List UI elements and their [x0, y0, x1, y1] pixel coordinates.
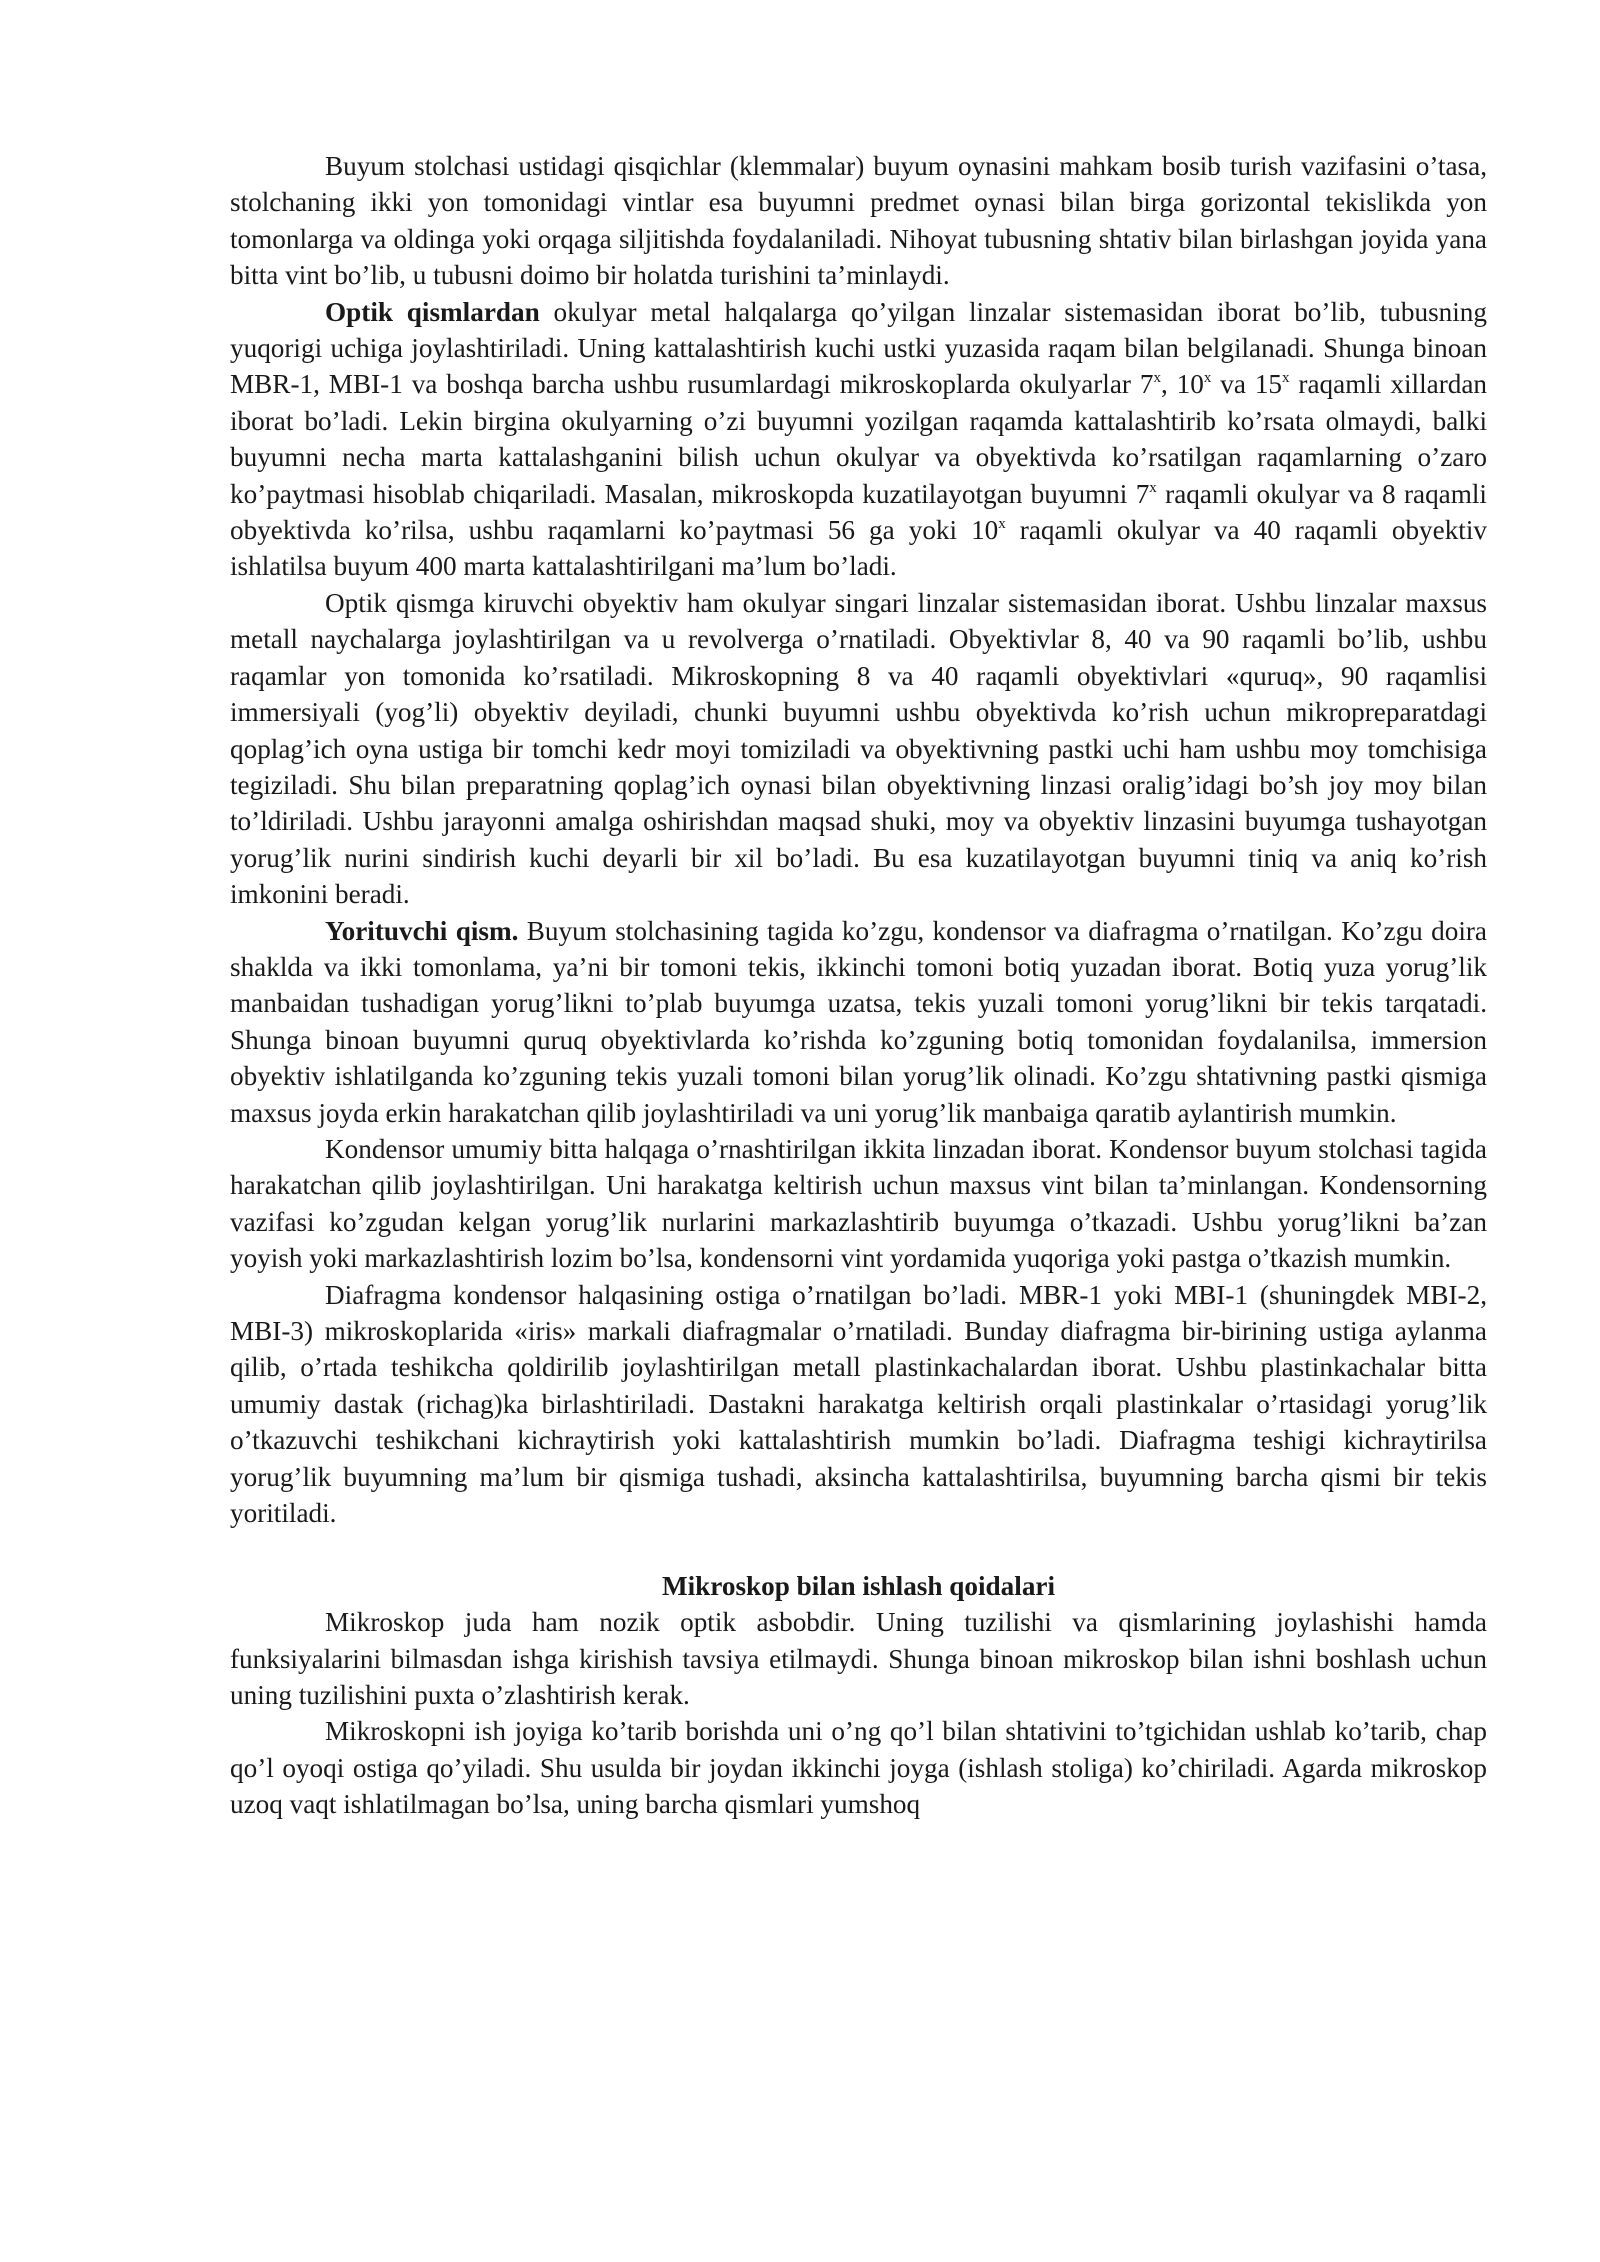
superscript: x — [1153, 370, 1161, 387]
paragraph-text: va 15 — [1211, 369, 1283, 400]
paragraph-stage-clamps: Buyum stolchasi ustidagi qisqichlar (klemmalar) buyum oynasini mahkam bosib turish vazifasini o’tasa, stolchaning ikki yon tomonidagi vintlar esa buyumni predmet oynasi bilan birga gorizontal tekislikda yon tomonlarga va oldinga yoki orqaga siljitishda foydalaniladi. Nihoyat tubusning shtativ bilan birlashgan joyida yana bitta vint bo’lib, u tubusni doimo bir holatda turishini ta’minlaydi. — [230, 151, 1487, 291]
paragraph-microscope-intro: Mikroskop juda ham nozik optik asbobdir. Uning tuzilishi va qismlarining joylashishi hamda funksiyalarini bilmasdan ishga kirishish tavsiya etilmaydi. Shunga binoan mikroskop bilan ishni boshlash uchun uning tuzilishini puxta o’zlashtirish kerak. — [230, 1607, 1487, 1711]
superscript: x — [998, 516, 1006, 533]
section-heading: Mikroskop bilan ishlash qoidalari — [661, 1570, 1056, 1601]
superscript: x — [1282, 370, 1290, 387]
paragraph-carrying-microscope: Mikroskopni ish joyiga ko’tarib borishda uni o’ng qo’l bilan shtativini to’tgichidan ushlab ko’tarib, chap qo’l oyoqi ostiga qo’yiladi. Shu usulda bir joydan ikkinchi joyga (ishlash stoliga) ko’chiriladi. Agarda mikroskop uzoq vaqt ishlatilmagan bo’lsa, uning barcha qismlari yumshoq — [230, 1716, 1487, 1820]
paragraph-illumination — [230, 913, 1487, 1131]
blank-line — [230, 1531, 1487, 1567]
paragraph-diaphragm: Diafragma kondensor halqasining ostiga o’rnatilgan bo’ladi. MBR-1 yoki MBI-1 (shuningdek MBI-2, MBI-3) mikroskoplarida «iris» markali diafragmalar o’rnatiladi. Bunday diafragma bir-birining ustiga aylanma qilib, o’rtada teshikcha qoldirilib joylashtirilgan metall plastinkachalardan iborat. Ushbu plastinkachalar bitta umumiy dastak (richag)ka birlashtiriladi. Dastakni harakatga keltirish orqali plastinkalar o’rtasidagi yorug’lik o’tkazuvchi teshikchani kichraytirish yoki kattalashtirish mumkin bo’ladi. Diafragma teshigi kichraytirilsa yorug’lik buyumning ma’lum bir qismiga tushadi, aksincha kattalashtirilsa, buyumning barcha qismi bir tekis yoritiladi. — [230, 1279, 1487, 1529]
illumination-heading: Yorituvchi qism. — [325, 915, 519, 946]
paragraph-text: Buyum stolchasining tagida ko’zgu, kondensor va diafragma o’rnatilgan. Ko’zgu doira shaklda va ikki tomonlama, ya’ni bir tomoni tekis, ikkinchi tomoni botiq yuzadan iborat. Botiq yuza yorug’lik manbaidan tushadigan yorug’likni to’plab buyumga uzatsa, tekis yuzali tomoni yorug’likni bir tekis tarqatadi. Shunga binoan buyumni quruq obyektivlarda ko’rishda ko’zguning botiq tomonidan foydalanilsa, immersion obyektiv ishlatilganda ko’zguning tekis yuzali tomoni bilan yorug’lik olinadi. Ko’zgu shtativning pastki qismiga maxsus joyda erkin harakatchan qilib joylashtiriladi va uni yorug’lik manbaiga qaratib aylantirish mumkin. — [230, 915, 1487, 1128]
paragraph-text: raqamli okulyar va 8 raqamli obyektivda ko’rilsa, ushbu raqamlarni ko’paytmasi 56 ga yoki 10 — [230, 478, 1487, 546]
superscript: x — [1203, 370, 1212, 387]
paragraph-text: , 10 — [1160, 369, 1204, 400]
paragraph-optical-parts — [230, 294, 1487, 585]
document-page — [230, 148, 1487, 1823]
paragraph-text: okulyar metal halqalarga qo’yilgan linzalar sistemasidan iborat bo’lib, tubusning yuqorigi uchiga joylashtiriladi. Uning kattalashtirish kuchi ustki yuzasida raqam bilan belgilanadi. Shunga binoan MBR-1, MBI-1 va boshqa barcha ushbu rusumlardagi mikroskoplarda okulyarlar 7 — [230, 296, 1487, 400]
superscript: x — [1149, 479, 1157, 496]
paragraph-text: raqamli okulyar va 40 raqamli obyektiv ishlatilsa buyum 400 marta kattalashtirilgani ma’lum bo’ladi. — [230, 515, 1488, 582]
paragraph-objective: Optik qismga kiruvchi obyektiv ham okulyar singari linzalar sistemasidan iborat. Ushbu linzalar maxsus metall naychalarga joylashtirilgan va u revolverga o’rnatiladi. Obyektivlar 8, 40 va 90 raqamli bo’lib, ushbu raqamlar yon tomonida ko’rsatiladi. Mikroskopning 8 va 40 raqamli obyektivlari «quruq», 90 raqamlisi immersiyali (yog’li) obyektiv deyiladi, chunki buyumni ushbu obyektivda ko’rish uchun mikroprераratdagi qoplag’ich oyna ustiga bir tomchi kedr moyi tomiziladi va obyektivning pastki uchi ham ushbu moy tomchisiga tegiziladi. Shu bilan preparatning qoplag’ich oynasi bilan obyektivning linzasi oralig’idagi bo’sh joy moy bilan to’ldiriladi. Ushbu jarayonni amalga oshirishdan maqsad shuki, moy va obyektiv linzasini buyumga tushayotgan yorug’lik nurini sindirish kuchi deyarli bir xil bo’ladi. Bu esa kuzatilayotgan buyumni tiniq va aniq ko’rish imkonini beradi. — [230, 587, 1487, 910]
optical-parts-heading: Optik qismlardan — [325, 296, 540, 327]
paragraph-condenser: Kondensor umumiy bitta halqaga o’rnashtirilgan ikkita linzadan iborat. Kondensor buyum stolchasi tagida harakatchan qilib joylashtirilgan. Uni harakatga keltirish uchun maxsus vint bilan ta’minlangan. Kondensorning vazifasi ko’zgudan kelgan yorug’lik nurlarini markazlashtirib buyumga o’tkazadi. Ushbu yorug’likni ba’zan yoyish yoki markazlashtirish lozim bo’lsa, kondensorni vint yordamida yuqoriga yoki pastga o’tkazish mumkin. — [230, 1133, 1487, 1274]
paragraph-text: raqamli xillardan iborat bo’ladi. Lekin birgina okulyarning o’zi buyumni yozilgan raqamda kattalashtirib ko’rsata olmaydi, balki buyumni necha marta kattalashganini bilish uchun okulyar va obyektivda ko’rsatilgan raqamlarning o’zaro ko’paytmasi hisoblab chiqariladi. Masalan, mikroskopda kuzatilayotgan buyumni 7 — [230, 369, 1487, 509]
